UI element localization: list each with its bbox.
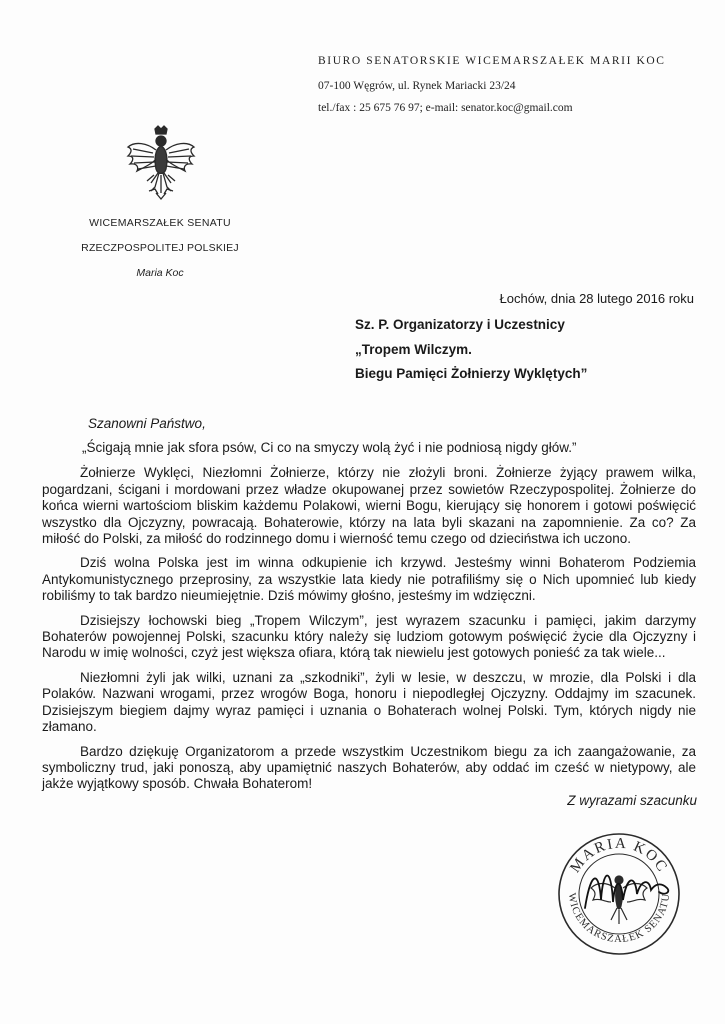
svg-text:MARIA KOC xyxy=(567,836,670,876)
body-paragraph: Niezłomni żyli jak wilki, uznani za „szkodniki”, żyli w lesie, w deszczu, w mrozie, dla Polski i dla Polaków. Nazwani wrogami, przez wrogów Boga, honoru i niepodległej Ojczyzny. Oddajmy im szacunek. Dzisiejszym biegiem dajmy wyraz pamięci i uznania o Bohaterach wolnej Polski. Tym, których nigdy nie złamano. xyxy=(42,669,696,735)
salutation: Szanowni Państwo, xyxy=(88,416,206,431)
polish-eagle-emblem-icon xyxy=(125,125,197,203)
closing-line: Z wyrazami szacunku xyxy=(567,793,697,808)
seal-bottom-text: WICEMARSZAŁEK SENATU xyxy=(565,892,673,946)
addressee-line2: „Tropem Wilczym. xyxy=(355,342,472,357)
sender-name: Maria Koc xyxy=(136,267,184,279)
office-address: 07-100 Węgrów, ul. Rynek Mariacki 23/24 xyxy=(318,80,516,92)
body-paragraph: Dziś wolna Polska jest im winna odkupienie ich krzywd. Jesteśmy winni Bohaterom Podziemia Antykomunistycznego przeprosiny, za wszystkie lata kiedy nie potrafiliśmy się o Nich upomnieć lub kiedy robiliśmy to tak bardzo nieumiejętnie. Dziś mówimy głośno, jesteśmy im wdzięczni. xyxy=(42,555,696,604)
body-paragraph: Dzisiejszy łochowski bieg „Tropem Wilczym”, jest wyrazem szacunku i pamięci, jakim darzymy Bohaterów powojennej Polski, szacunku który należy się ludziom gotowym poświęcić życie dla Ojczyzny i Narodu w imię wolności, czyż jest większa ofiara, którą tak niewielu jest gotowych ponieść za tak wiele... xyxy=(42,612,696,661)
opening-quote: „Ścigają mnie jak sfora psów, Ci co na smyczy wolą żyć i nie podniosą nigdy głów.” xyxy=(82,440,577,455)
sender-title-line1: WICEMARSZAŁEK SENATU xyxy=(89,217,231,229)
seal-top-text: MARIA KOC xyxy=(567,835,671,876)
addressee-line1: Sz. P. Organizatorzy i Uczestnicy xyxy=(355,317,565,332)
official-seal-icon xyxy=(555,830,683,958)
office-header xyxy=(318,55,708,114)
letter-body xyxy=(42,440,696,801)
addressee-line3: Biegu Pamięci Żołnierzy Wyklętych” xyxy=(355,366,588,381)
body-paragraph: Żołnierze Wyklęci, Niezłomni Żołnierze, którzy nie złożyli broni. Żołnierze żyjący prawem wilka, pogardzani, ścigani i mordowani przez władze okupowanej przez sowietów Rzeczypospolitej. Żołnierze do końca wierni wartościom bliskim każdemu Polakowi, wierni Bogu, kierujący się honorem i gotowi poświęcić wszystko dla Ojczyzny, powracają. Bohaterowie, którzy na lata byli skazani na zapomnienie. Za co? Za miłość do Polski, za miłość do rodzinnego domu i wierność temu czego od dzieciństwa ich uczono. xyxy=(42,465,696,547)
office-contact: tel./fax : 25 675 76 97; e-mail: senator.koc@gmail.com xyxy=(318,102,573,114)
office-name: BIURO SENATORSKIE WICEMARSZAŁEK MARII KOC xyxy=(318,55,666,67)
body-paragraph: Bardzo dziękuję Organizatorom a przede wszystkim Uczestnikom biegu za ich zaangażowanie, za symboliczny trud, jaki ponoszą, aby upamiętnić naszych Bohaterów, aby oddać im cześć w nietypowy, ale jakże wyjątkowy sposób. Chwała Bohaterom! xyxy=(42,743,696,792)
signature-scribble xyxy=(585,875,668,908)
date-line: Łochów, dnia 28 lutego 2016 roku xyxy=(499,291,694,306)
sender-title-line2: RZECZPOSPOLITEJ POLSKIEJ xyxy=(81,242,239,254)
